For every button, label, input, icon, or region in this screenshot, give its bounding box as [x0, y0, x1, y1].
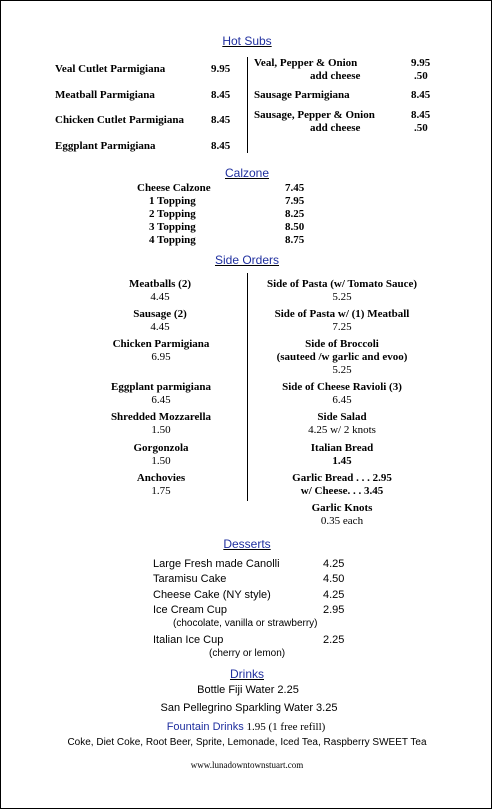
fountain-drinks-line — [167, 721, 326, 733]
menu-item-name: Italian Bread — [310, 442, 374, 454]
menu-item-price: 1.75 — [151, 485, 171, 497]
menu-item-name: Chicken Parmigiana — [112, 338, 210, 350]
menu-item-name: Cheese Cake (NY style) — [153, 589, 271, 601]
menu-item-name: Sausage (2) — [133, 308, 187, 320]
drink-item: Bottle Fiji Water 2.25 — [197, 684, 299, 696]
menu-item-price: 6.45 — [151, 394, 171, 406]
menu-item-price: 1.45 — [332, 455, 352, 467]
menu-item-name: Eggplant Parmigiana — [55, 140, 156, 152]
column-divider — [247, 57, 248, 153]
menu-item-name: Veal, Pepper & Onion — [254, 57, 358, 69]
menu-item-name: Large Fresh made Canolli — [153, 558, 280, 570]
menu-item-price: 2.95 — [323, 604, 345, 616]
menu-item-price: 1.50 — [151, 424, 171, 436]
menu-item-name: Italian Ice Cup — [153, 634, 224, 646]
menu-item-price: 7.45 — [285, 182, 305, 194]
menu-item-name: Garlic Bread . . . 2.95 — [292, 472, 392, 484]
menu-item-name: 3 Topping — [149, 221, 196, 233]
menu-item-price: 4.45 — [150, 321, 170, 333]
menu-item-price: 8.50 — [285, 221, 305, 233]
menu-item-price: 4.25 — [323, 589, 345, 601]
menu-item-addon-price: .50 — [414, 122, 428, 134]
menu-item-name: Meatballs (2) — [128, 278, 192, 290]
column-divider — [247, 273, 248, 501]
menu-item-price: 1.50 — [151, 455, 171, 467]
drink-item: San Pellegrino Sparkling Water 3.25 — [160, 702, 338, 714]
menu-item-price: 7.25 — [332, 321, 352, 333]
menu-item-name: w/ Cheese. . . 3.45 — [300, 485, 384, 497]
menu-item-price: 8.75 — [285, 234, 305, 246]
hot-subs-title: Hot Subs — [222, 34, 272, 48]
fountain-drinks-list: Coke, Diet Coke, Root Beer, Sprite, Lemonade, Iced Tea, Raspberry SWEET Tea — [67, 737, 427, 748]
menu-item-price: 8.45 — [211, 140, 231, 152]
fountain-drinks-price: 1.95 (1 free refill) — [246, 721, 326, 733]
fountain-drinks-label: Fountain Drinks — [166, 721, 244, 733]
menu-item-price: 9.95 — [411, 57, 431, 69]
menu-item-name: Side of Cheese Ravioli (3) — [282, 381, 402, 393]
menu-item-name: Side of Pasta (w/ Tomato Sauce) — [266, 278, 418, 290]
menu-item-note: (chocolate, vanilla or strawberry) — [173, 618, 318, 629]
menu-item-price: 6.95 — [151, 351, 171, 363]
menu-item-addon: add cheese — [310, 122, 361, 134]
menu-item-addon: add cheese — [310, 70, 361, 82]
menu-item-name: Cheese Calzone — [137, 182, 211, 194]
menu-item-name: Side Salad — [317, 411, 367, 423]
menu-item-name: Shredded Mozzarella — [110, 411, 212, 423]
menu-item-name: Meatball Parmigiana — [55, 89, 155, 101]
menu-item-price: 8.45 — [411, 89, 431, 101]
menu-item-price: 0.35 each — [320, 515, 364, 527]
menu-item-name: Side of Pasta w/ (1) Meatball — [274, 308, 410, 320]
menu-item-price: 6.45 — [332, 394, 352, 406]
menu-item-name: 4 Topping — [149, 234, 196, 246]
menu-item-name: Chicken Cutlet Parmigiana — [55, 114, 184, 126]
menu-item-name: Veal Cutlet Parmigiana — [55, 63, 166, 75]
menu-item-price: 8.45 — [211, 114, 231, 126]
menu-item-name: Garlic Knots — [311, 502, 373, 514]
menu-item-price: 8.45 — [211, 89, 231, 101]
website-url: www.lunadowntownstuart.com — [190, 760, 304, 770]
menu-item-addon-price: .50 — [414, 70, 428, 82]
menu-item-price: 5.25 — [332, 364, 352, 376]
menu-item-name: Ice Cream Cup — [153, 604, 227, 616]
side-orders-title: Side Orders — [214, 253, 280, 267]
menu-item-name: 1 Topping — [149, 195, 196, 207]
menu-item-price: 4.45 — [150, 291, 170, 303]
menu-item-name: Eggplant parmigiana — [111, 381, 211, 393]
menu-item-note: (sauteed /w garlic and evoo) — [276, 351, 408, 363]
menu-item-name: 2 Topping — [149, 208, 196, 220]
menu-item-name: Anchovies — [136, 472, 186, 484]
menu-item-note: (cherry or lemon) — [209, 648, 286, 659]
menu-item-price: 8.25 — [285, 208, 305, 220]
menu-item-name: Side of Broccoli — [305, 338, 379, 350]
menu-item-price: 4.25 — [323, 558, 345, 570]
menu-item-name: Sausage, Pepper & Onion — [254, 109, 375, 121]
menu-item-price: 2.25 — [323, 634, 345, 646]
menu-item-price: 9.95 — [211, 63, 231, 75]
calzone-title: Calzone — [224, 166, 270, 180]
desserts-title: Desserts — [223, 537, 271, 551]
menu-item-price: 4.25 w/ 2 knots — [308, 424, 376, 436]
drinks-title: Drinks — [229, 667, 264, 681]
menu-item-price: 4.50 — [323, 573, 345, 585]
menu-item-price: 7.95 — [285, 195, 305, 207]
menu-item-price: 5.25 — [332, 291, 352, 303]
menu-item-price: 8.45 — [411, 109, 431, 121]
menu-item-name: Taramisu Cake — [153, 573, 227, 585]
menu-item-name: Sausage Parmigiana — [254, 89, 350, 101]
menu-item-name: Gorgonzola — [133, 442, 189, 454]
